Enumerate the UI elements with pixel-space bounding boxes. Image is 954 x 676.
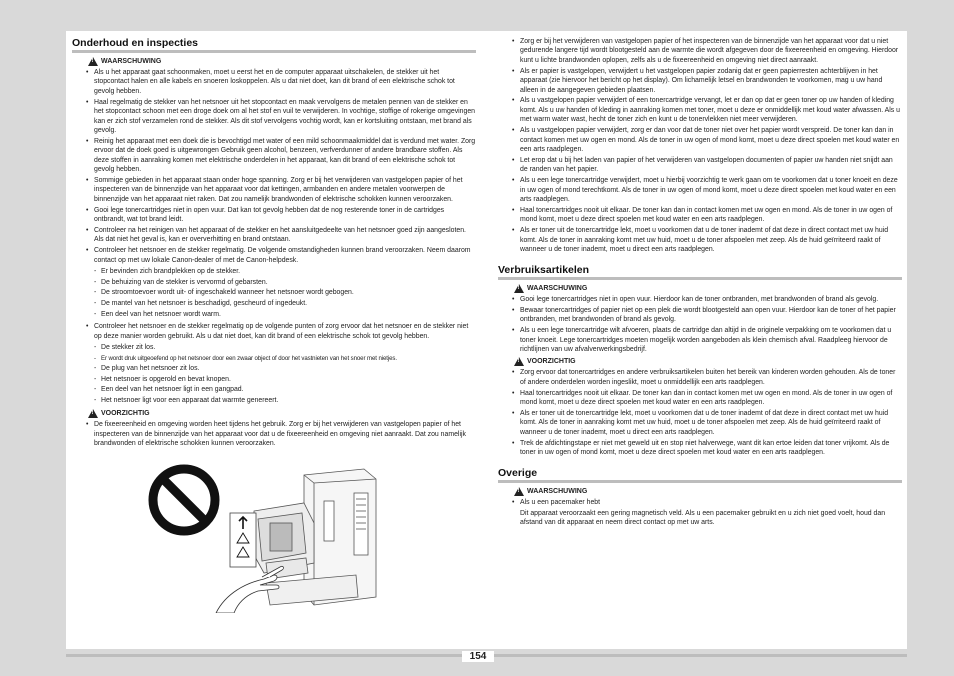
caution-label: ! VOORZICHTIG — [514, 357, 902, 366]
list-item: • Controleer het netsnoer en de stekker regelmatig. De volgende omstandigheden kunnen brand veroorzaken. Neem daarom contact op met uw lokale Canon-dealer of met de Canon-helpdesk. - Er bevinden zich brandplekken op de stekker. - De behuizing van de stekker is vervormd of gebarsten. - De stroomtoevoer wordt uit- of ingeschakeld wanneer het netsnoer wordt gebogen. - De mantel van het netsnoer is beschadigd, gescheurd of ingedeukt. - Een deel van het netsnoer wordt warm. — [94, 246, 476, 320]
list-item: • Let erop dat u bij het laden van papier of het verwijderen van vastgelopen documenten of papier uw handen niet snijdt aan de randen van het papier. — [520, 156, 902, 175]
warning-list — [498, 498, 902, 507]
left-column — [72, 37, 476, 450]
list-item: • Als er toner uit de tonercartridge lekt, moet u voorkomen dat u de toner inademt of dat deze in direct contact met uw huid komt. Als de toner in aanraking komt met uw huid, moet u de toner afspoelen met zeep. Als de huid geïrriteerd raakt of wanneer u de toner inademt, moet u direct een arts raadplegen. — [520, 226, 902, 254]
warning-triangle-icon — [88, 57, 98, 66]
list-item: • Als u vastgelopen papier verwijdert, zorg er dan voor dat de toner niet over het papier wordt verspreid. De toner kan dan in contact komen met uw ogen en mond. Als de toner in uw ogen of mond komt, moet u deze direct spoelen met koud water en een arts raadplegen. — [520, 126, 902, 154]
section-heading-consumables: Verbruiksartikelen — [498, 264, 902, 280]
caution-list — [498, 368, 902, 457]
caution-continued-list — [498, 37, 902, 254]
warning-triangle-icon — [514, 487, 524, 496]
warning-label: ! WAARSCHUWING — [514, 284, 902, 293]
caution-label: ! VOORZICHTIG — [88, 409, 476, 418]
list-item: • Haal regelmatig de stekker van het netsnoer uit het stopcontact en maak vervolgens de metalen pennen van de stekker en het stopcontact schoon met een droge doek om al het stof en vuil te verwijderen. In vochtige, stoffige of rokerige omgevingen kan er zich stof verzamelen rond de stekker. Als dit stof vervolgens vochtig wordt, kan er kortsluiting ontstaan, met brand als gevolg. — [94, 98, 476, 136]
list-item: • Als u een lege tonercartridge verwijdert, moet u hierbij voorzichtig te werk gaan om te voorkomen dat u toner knoeit en deze in uw ogen of mond terechtkomt. Als de toner in uw ogen of mond komt, moet u deze direct spoelen met koud water en een arts raadplegen. — [520, 176, 902, 204]
list-item: • Trek de afdichtingstape er niet met geweld uit en stop niet halverwege, want dit kan ertoe leiden dat toner vrijkomt. Als de toner in uw ogen of mond komt, moet u deze direct spoelen met koud water en een arts raadplegen. — [520, 439, 902, 458]
printer-hand-illustration — [146, 463, 386, 613]
list-item: - De stroomtoevoer wordt uit- of ingeschakeld wanneer het netsnoer wordt gebogen. — [101, 288, 476, 299]
list-item: • Gooi lege tonercartridges niet in open vuur. Hierdoor kan de toner ontbranden, met brandwonden of brand als gevolg. — [520, 295, 902, 304]
list-item: - De behuizing van de stekker is vervormd of gebarsten. — [101, 278, 476, 289]
list-item: • Als u het apparaat gaat schoonmaken, moet u eerst het en de computer apparaat uitschakelen, de stekker uit het stopcontact halen en alle kabels en snoeren loskoppelen. Als u dat niet doet, kan dit brand of een elektrische schok tot gevolg hebben. — [94, 68, 476, 96]
printer-drawing — [254, 469, 376, 605]
list-item: • Zorg ervoor dat tonercartridges en andere verbruiksartikelen buiten het bereik van kinderen worden gehouden. Als de toner of andere onderdelen worden ingeslikt, moet u onmiddellijk een arts raadplegen. — [520, 368, 902, 387]
list-item: - Het netsnoer ligt voor een apparaat dat warmte genereert. — [101, 396, 476, 407]
caution-triangle-icon — [514, 357, 524, 366]
right-column — [498, 37, 902, 528]
list-item: - Er bevinden zich brandplekken op de stekker. — [101, 267, 476, 278]
list-item: - Een deel van het netsnoer wordt warm. — [101, 310, 476, 321]
list-item: - Het netsnoer is opgerold en bevat knopen. — [101, 375, 476, 386]
list-item: • Als u een pacemaker hebt — [520, 498, 902, 507]
list-item: - De mantel van het netsnoer is beschadigd, gescheurd of ingedeukt. — [101, 299, 476, 310]
list-item: - De plug van het netsnoer zit los. — [101, 364, 476, 375]
list-item: • Als u een lege tonercartridge wilt afvoeren, plaats de cartridge dan altijd in de originele verpakking om te voorkomen dat u toner knoeit. Lege tonercartridges moeten mogelijk worden aangeboden als klein chemisch afval. Raadpleeg hiervoor de richtlijnen van uw afvalverwerkingsbedrijf. — [520, 326, 902, 354]
prohibition-icon — [153, 469, 215, 531]
list-item: • Als er toner uit de tonercartridge lekt, moet u voorkomen dat u de toner inademt of dat deze in direct contact met uw huid komt. Als de toner in aanraking komt met uw huid, moet u de toner afspoelen met zeep. Als de huid geïrriteerd raakt of wanneer u de toner inademt, moet u direct een arts raadplegen. — [520, 409, 902, 437]
condition-list — [94, 343, 476, 407]
page-number: 154 — [462, 651, 494, 662]
caution-triangle-icon — [88, 409, 98, 418]
list-item: - Een deel van het netsnoer ligt in een gangpad. — [101, 385, 476, 396]
list-item: • Zorg er bij het verwijderen van vastgelopen papier of het inspecteren van de binnenzijde van het apparaat voor dat u niet gedurende langere tijd wordt blootgesteld aan de warmte die wordt afgegeven door de fixeereenheid en omgeving. Hierdoor kunt u lichte brandwonden oplopen, zelfs als u de fixeereenheid en omgeving niet direct aanraakt. — [520, 37, 902, 65]
warning-list — [498, 295, 902, 354]
list-item: • Bewaar tonercartridges of papier niet op een plek die wordt blootgesteld aan open vuur. Hierdoor kan de toner of het papier ontbranden, met brandwonden of brand als gevolg. — [520, 306, 902, 325]
list-item: • Haal tonercartridges nooit uit elkaar. De toner kan dan in contact komen met uw ogen en mond. Als de toner in uw ogen of mond komt, moet u deze direct spoelen met koud water en een arts raadplegen. — [520, 206, 902, 225]
warning-label: ! WAARSCHUWING — [514, 487, 902, 496]
pacemaker-text: Dit apparaat veroorzaakt een gering magnetisch veld. Als u een pacemaker gebruikt en u zich niet goed voelt, houd dan afstand van dit apparaat en neem direct contact op met uw arts. — [520, 509, 886, 527]
list-item: • Gooi lege tonercartridges niet in open vuur. Dat kan tot gevolg hebben dat de nog resterende toner in de cartridges ontbrandt, wat tot brand leidt. — [94, 206, 476, 225]
condition-list — [94, 267, 476, 320]
list-item: • De fixeereenheid en omgeving worden heet tijdens het gebruik. Zorg er bij het verwijderen van vastgelopen papier of het inspecteren van de binnenzijde van het apparaat voor dat u de fixeereenheid en omgeving niet aanraakt. Dat zou namelijk brandwonden of elektrische schokken kunnen veroorzaken. — [94, 420, 476, 448]
list-item: • Reinig het apparaat met een doek die is bevochtigd met water of een mild schoonmaakmiddel dat is verdund met water. Zorg ervoor dat de doek goed is uitgewrongen Gebruik geen alcohol, benzeen, verfverdunner of andere brandbare stoffen. Als deze stoffen in aanraking komen met elektrische onderdelen in het apparaat, kan dit brand of een elektrische schok tot gevolg hebben. — [94, 137, 476, 175]
label-panel — [230, 513, 256, 567]
section-heading-maintenance: Onderhoud en inspecties — [72, 37, 476, 53]
caution-list — [72, 420, 476, 448]
list-item: • Als u vastgelopen papier verwijdert of een tonercartridge vervangt, let er dan op dat er geen toner op uw handen of kleding komt. Als u uw handen of kleding in aanraking komen met toner, moet u deze er onmiddellijk met koud water afwassen. Als u met warm water wast, hecht de toner zich en kunt u de tonervlekken niet meer verwijderen. — [520, 96, 902, 124]
section-heading-other: Overige — [498, 467, 902, 483]
manual-page — [66, 31, 907, 649]
list-item: • Haal tonercartridges nooit uit elkaar. De toner kan dan in contact komen met uw ogen en mond. Als de toner in uw ogen of mond komt, moet u deze direct spoelen met koud water en een arts raadplegen. — [520, 389, 902, 408]
hand-drawing — [216, 566, 283, 613]
list-item: - Er wordt druk uitgeoefend op het netsnoer door een zwaar object of door het vastnieten van het snoer met nietjes. — [101, 354, 476, 365]
warning-triangle-icon — [514, 284, 524, 293]
list-item: • Controleer na het reinigen van het apparaat of de stekker en het aansluitgedeelte van het netsnoer goed zijn aangesloten. Als dat niet het geval is, kan er oververhitting en brand ontstaan. — [94, 226, 476, 245]
list-item: • Als er papier is vastgelopen, verwijdert u het vastgelopen papier zodanig dat er geen papierresten achterblijven in het apparaat (zie hiervoor het bericht op het display). Om lichamelijk letsel en brandwonden te voorkomen, mag u uw hand alleen in de aangegeven gebieden plaatsen. — [520, 67, 902, 95]
warning-list — [72, 68, 476, 406]
warning-label: ! WAARSCHUWING — [88, 57, 476, 66]
list-item: • Sommige gebieden in het apparaat staan onder hoge spanning. Zorg er bij het verwijderen van vastgelopen papier of het inspecteren van de binnenzijde van het apparaat voor dat kettingen, armbanden en andere metalen voorwerpen de binnenzijde van het apparaat niet raken. Dat zou namelijk brandwonden of elektrische schokken kunnen veroorzaken. — [94, 176, 476, 204]
list-item: - De stekker zit los. — [101, 343, 476, 354]
list-item: • Controleer het netsnoer en de stekker regelmatig op de volgende punten of zorg ervoor dat het netsnoer en de stekker niet op deze manier worden gebruikt. Als u dat niet doet, kan dit brand of een elektrische schok tot gevolg hebben. - De stekker zit los. - Er wordt druk uitgeoefend op het netsnoer door een zwaar object of door het vastnieten van het snoer met nietjes. - De plug van het netsnoer zit los. - Het netsnoer is opgerold en bevat knopen. - Een deel van het netsnoer ligt in een gangpad. - Het netsnoer ligt voor een apparaat dat warmte genereert. — [94, 322, 476, 406]
